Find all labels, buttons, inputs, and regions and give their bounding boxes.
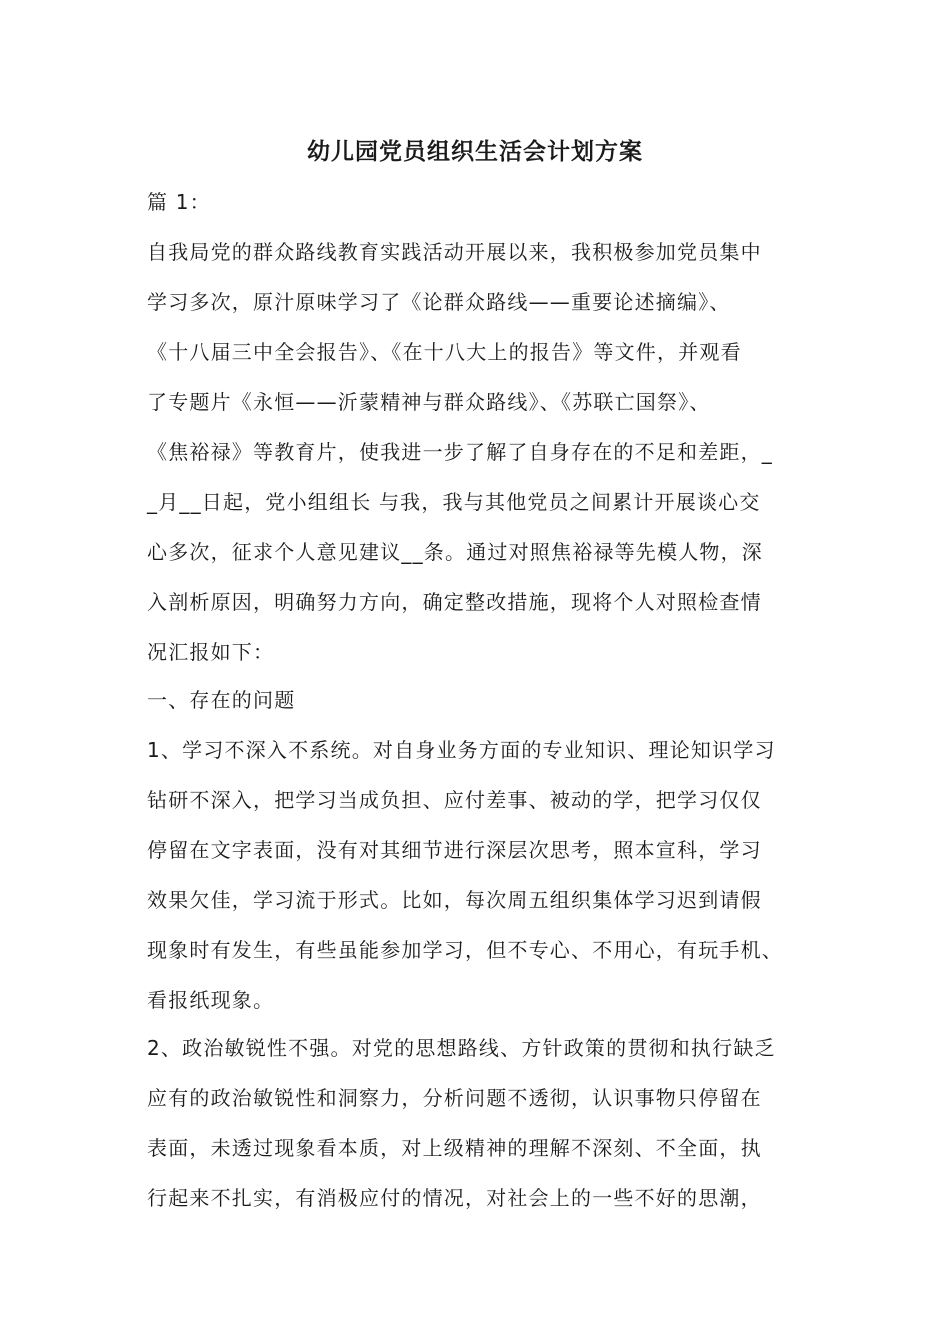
text-line-15: 效果欠佳，学习流于形式。比如，每次周五组织集体学习迟到请假 <box>147 888 762 912</box>
text-line-12: 1、学习不深入不系统。对自身业务方面的专业知识、理论知识学习 <box>147 738 776 762</box>
text-line-21: 行起来不扎实，有消极应付的情况，对社会上的一些不好的思潮， <box>147 1186 762 1210</box>
text-line-4: 《十八届三中全会报告》、《在十八大上的报告》等文件，并观看 <box>147 340 742 364</box>
text-line-14: 停留在文字表面，没有对其细节进行深层次思考，照本宣科，学习 <box>147 838 762 862</box>
section-heading: 一、存在的问题 <box>147 688 296 712</box>
text-line-6: 《焦裕禄》等教育片，使我进一步了解了自身存在的不足和差距，_ <box>147 440 773 464</box>
text-line-2: 自我局党的群众路线教育实践活动开展以来，我积极参加党员集中 <box>147 240 762 264</box>
text-line-16: 现象时有发生，有些虽能参加学习，但不专心、不用心，有玩手机、 <box>147 938 783 962</box>
text-line-8: 心多次，征求个人意见建议__条。通过对照焦裕禄等先模人物，深 <box>147 540 763 564</box>
text-line-3: 学习多次，原汁原味学习了《论群众路线——重要论述摘编》、 <box>147 290 731 314</box>
text-line-10: 况汇报如下： <box>147 640 275 664</box>
text-line-17: 看报纸现象。 <box>147 988 275 1012</box>
text-line-5: 了专题片《永恒——沂蒙精神与群众路线》、《苏联亡国祭》、 <box>147 390 711 414</box>
text-line-1: 篇 1： <box>147 190 211 214</box>
document-title: 幼儿园党员组织生活会计划方案 <box>307 138 643 165</box>
text-line-7: _月__日起，党小组组长 与我，我与其他党员之间累计开展谈心交 <box>147 490 761 514</box>
text-line-19: 应有的政治敏锐性和洞察力，分析问题不透彻，认识事物只停留在 <box>147 1086 762 1110</box>
text-line-9: 入剖析原因，明确努力方向，确定整改措施，现将个人对照检查情 <box>147 590 762 614</box>
text-line-18: 2、政治敏锐性不强。对党的思想路线、方针政策的贯彻和执行缺乏 <box>147 1036 776 1060</box>
text-line-13: 钻研不深入，把学习当成负担、应付差事、被动的学，把学习仅仅 <box>147 788 762 812</box>
text-line-20: 表面，未透过现象看本质，对上级精神的理解不深刻、不全面，执 <box>147 1136 762 1160</box>
